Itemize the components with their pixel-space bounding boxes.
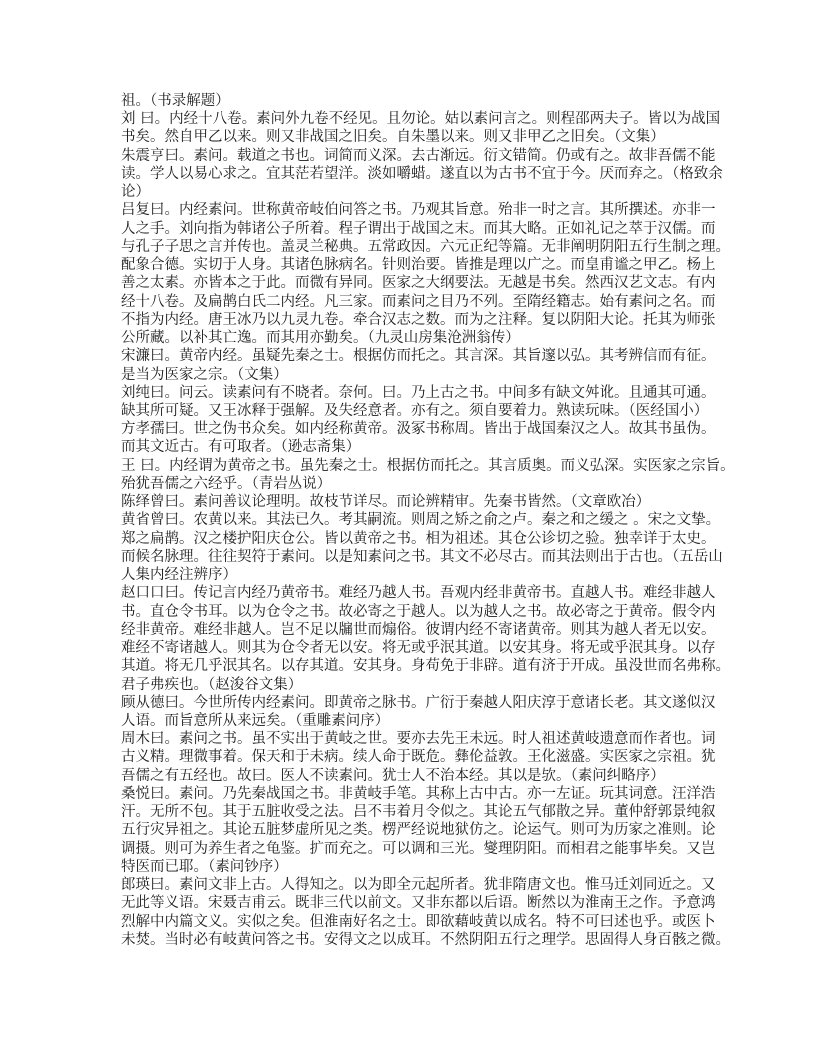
text-line: 特医而已耶。（素问钞序） xyxy=(121,858,288,875)
text-line: 而其文近古。有可取者。（逊志斋集） xyxy=(121,439,361,456)
text-line: 读。学人以易心求之。宜其茫若望洋。淡如嚼蜡。遂直以为古书不宜于今。厌而弃之。（格致余 xyxy=(121,165,723,182)
text-line: 人集内经注辨序） xyxy=(121,567,237,584)
text-line: 赵口口曰。传记言内经乃黄帝书。难经乃越人书。吾观内经非黄帝书。直越人书。难经非越人 xyxy=(121,585,716,602)
text-line: 是当为医家之宗。（文集） xyxy=(121,366,288,383)
text-line: 黄省曾曰。农黄以来。其法已久。考其嗣流。则周之矫之俞之卢。秦之和之缓之 。宋之文挚。 xyxy=(121,512,721,529)
text-line: 人之手。刘向指为韩诸公子所着。程子谓出于战国之末。而其大略。正如礼记之萃于汉儒。而 xyxy=(121,220,716,237)
text-line: 公所藏。以补其亡逸。而其用亦勤矣。（九灵山房集沧洲翁传） xyxy=(121,330,520,347)
text-line: 书。直仓令书耳。以为仓令之书。故必寄之于越人。以为越人之书。故必寄之于黄帝。假令内 xyxy=(121,603,716,620)
text-line: 调摄。则可为养生者之龟鉴。扩而充之。可以调和三光。燮理阴阳。而相君之能事毕矣。又岂 xyxy=(121,840,716,857)
text-line: 君子弗疾也。（赵浚谷文集） xyxy=(121,676,303,693)
text-line: 朱震亨曰。素问。载道之书也。词简而义深。去古渐远。衍文错简。仍或有之。故非吾儒不能 xyxy=(121,147,716,164)
text-line: 桑悦曰。素问。乃先秦战国之书。非黄岐手笔。其称上古中古。亦一左证。玩其词意。汪洋浩 xyxy=(121,785,716,802)
text-line: 殆犹吾儒之六经乎。（青岩丛说） xyxy=(121,475,332,492)
text-line: 经非黄帝。难经非越人。岂不足以牖世而煽俗。彼谓内经不寄诸黄帝。则其为越人者无以安。 xyxy=(121,621,716,638)
text-line: 五行灾异祖之。其论五脏梦虚所见之类。楞严经说地狱仿之。论运气。则可为历家之准则。论 xyxy=(121,822,716,839)
text-line: 刘 曰。内经十八卷。素问外九卷不经见。且勿论。姑以素问言之。则程邵两夫子。皆以为战国 xyxy=(121,111,721,128)
text-line: 无此等义语。宋聂吉甫云。既非三代以前文。又非东都以后语。断然以为淮南王之作。予意鸿 xyxy=(121,895,716,912)
text-line: 善之太素。亦皆本之于此。而微有异同。医家之大纲要法。无越是书矣。然西汉艺文志。有内 xyxy=(121,275,716,292)
text-line: 经十八卷。及扁鹊白氏二内经。凡三家。而素问之目乃不列。至隋经籍志。始有素问之名。而 xyxy=(121,293,716,310)
text-line: 刘纯曰。问云。读素问有不晓者。奈何。曰。乃上古之书。中间多有缺文舛讹。且通其可通。 xyxy=(121,384,716,401)
text-line: 未焚。当时必有岐黄问答之书。安得文之以成耳。不然阴阳五行之理学。思固得人身百骸之微。 xyxy=(121,931,730,948)
text-line: 与孔子子思之言并传也。盖灵兰秘典。五常政因。六元正纪等篇。无非阐明阴阳五行生制之理。 xyxy=(121,238,730,255)
text-line: 而候名脉理。往往契符于素问。以是知素问之书。其文不必尽古。而其法则出于古也。（五岳山 xyxy=(121,548,723,565)
text-line: 郑之扁鹊。汉之楼护阳庆仓公。皆以黄帝之书。相为祖述。其仓公诊切之验。独幸详于太史。 xyxy=(121,530,716,547)
text-line: 烈解中内篇文义。实似之矣。但淮南好名之士。即欲藉岐黄以成名。特不可曰述也乎。或医卜 xyxy=(121,913,716,930)
text-line: 王 曰。内经谓为黄帝之书。虽先秦之士。根据仿而托之。其言质奥。而义弘深。实医家之宗旨。 xyxy=(121,457,735,474)
text-line: 论） xyxy=(121,184,150,201)
text-line: 配象合德。实切于人身。其诸色脉病名。针则治要。皆推是理以广之。而皇甫谧之甲乙。杨上 xyxy=(121,257,716,274)
text-line: 顾从德曰。今世所传内经素问。即黄帝之脉书。广衍于秦越人阳庆淳于意诸长老。其文遂似汉 xyxy=(121,694,716,711)
text-line: 吾儒之有五经也。故曰。医人不读素问。犹士人不治本经。其以是欤。（素问纠略序） xyxy=(121,767,665,784)
text-line: 不指为内经。唐王冰乃以九灵九卷。牵合汉志之数。而为之注释。复以阴阳大论。托其为师张 xyxy=(121,311,716,328)
text-line: 周木曰。素问之书。虽不实出于黄岐之世。要亦去先王未远。时人祖述黄岐遗意而作者也。词 xyxy=(121,731,716,748)
text-line: 书矣。然自甲乙以来。则又非战国之旧矣。自朱墨以来。则又非甲乙之旧矣。（文集） xyxy=(121,129,665,146)
text-line: 陈绎曾曰。素问善议论理明。故枝节详尽。而论辨精审。先秦书皆然。（文章欧冶） xyxy=(121,494,651,511)
text-line: 人语。而旨意所从来远矣。（重雕素问序） xyxy=(121,712,390,729)
text-line: 郎瑛曰。素问文非上古。人得知之。以为即全元起所者。犹非隋唐文也。惟马迁刘同近之。又 xyxy=(121,877,716,894)
document-page xyxy=(121,92,735,949)
text-line: 汗。无所不包。其于五脏收受之法。吕不韦着月令似之。其论五气郁散之异。董仲舒郭景纯叙 xyxy=(121,804,716,821)
text-line: 其道。将无几乎泯其名。以存其道。安其身。身苟免于非辟。道有济于开成。虽没世而名弗称。 xyxy=(121,658,730,675)
text-line: 祖。（书录解题） xyxy=(121,93,230,109)
text-line: 宋濂曰。黄帝内经。虽疑先秦之士。根据仿而托之。其言深。其旨邃以弘。其考辨信而有征。 xyxy=(121,348,716,365)
text-line: 难经不寄诸越人。则其为仓令者无以安。将无或乎泯其道。以安其身。将无或乎泯其身。以存 xyxy=(121,640,716,657)
text-line: 古义精。理微事着。保天和于未病。续人命于既危。彝伦益敦。王化滋盛。实医家之宗祖。犹 xyxy=(121,749,716,766)
text-line: 缺其所可疑。又王冰释于强解。及失经意者。亦有之。须自要着力。熟读玩味。（医经国小） xyxy=(121,402,709,419)
text-line: 吕复曰。内经素问。世称黄帝岐伯问答之书。乃观其旨意。殆非一时之言。其所撰述。亦非一 xyxy=(121,202,716,219)
text-line: 方孝孺曰。世之伪书众矣。如内经称黄帝。汲冢书称周。皆出于战国秦汉之人。故其书虽伪。 xyxy=(121,421,716,438)
